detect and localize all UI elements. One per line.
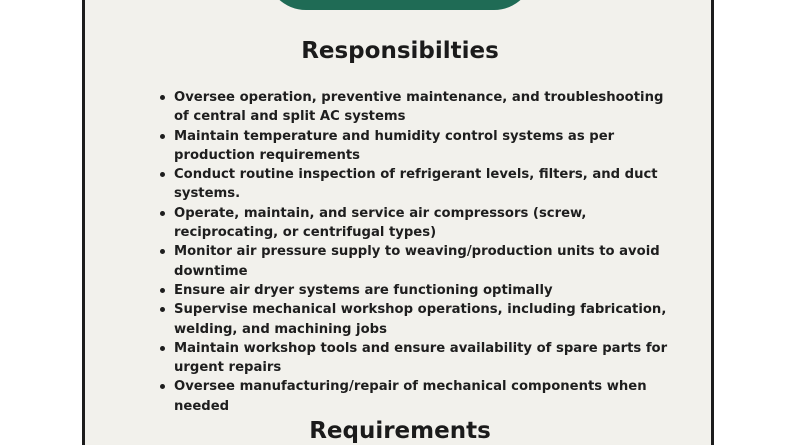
list-item (158, 88, 678, 127)
list-item-text: Oversee manufacturing/repair of mechanical components when needed (174, 379, 647, 414)
bullet-icon (160, 384, 165, 389)
list-item-text: Supervise mechanical workshop operations, including fabrication, welding, and machining jobs (174, 302, 667, 337)
bullet-icon (160, 211, 165, 216)
list-item (158, 165, 678, 204)
responsibilities-list (158, 88, 678, 416)
bullet-icon (160, 95, 165, 100)
list-item (158, 242, 678, 281)
list-item (158, 127, 678, 166)
bullet-icon (160, 134, 165, 139)
list-item-text: Oversee operation, preventive maintenance, and troubleshooting of central and split AC systems (174, 90, 664, 125)
list-item (158, 300, 678, 339)
requirements-heading: Requirements (309, 418, 491, 444)
list-item-text: Maintain workshop tools and ensure availability of spare parts for urgent repairs (174, 340, 668, 376)
list-item-text: Conduct routine inspection of refrigerant levels, filters, and duct systems. (174, 167, 658, 202)
bullet-icon (160, 307, 165, 312)
list-item-text: Maintain temperature and humidity control systems as per production requirements (174, 128, 615, 163)
list-item-text: Monitor air pressure supply to weaving/production units to avoid downtime (174, 244, 660, 279)
bullet-icon (160, 249, 165, 254)
list-item (158, 339, 678, 378)
responsibilities-heading: Responsibilties (301, 38, 499, 64)
list-item-text: Operate, maintain, and service air compressors (screw, reciprocating, or centrifugal types) (174, 205, 587, 241)
bullet-icon (160, 288, 165, 293)
list-item (158, 204, 678, 243)
bullet-icon (160, 172, 165, 177)
header-banner (266, 0, 534, 10)
list-item (158, 377, 678, 416)
list-item-text: Ensure air dryer systems are functioning optimally (174, 282, 553, 298)
bullet-icon (160, 346, 165, 351)
list-item (158, 281, 678, 300)
